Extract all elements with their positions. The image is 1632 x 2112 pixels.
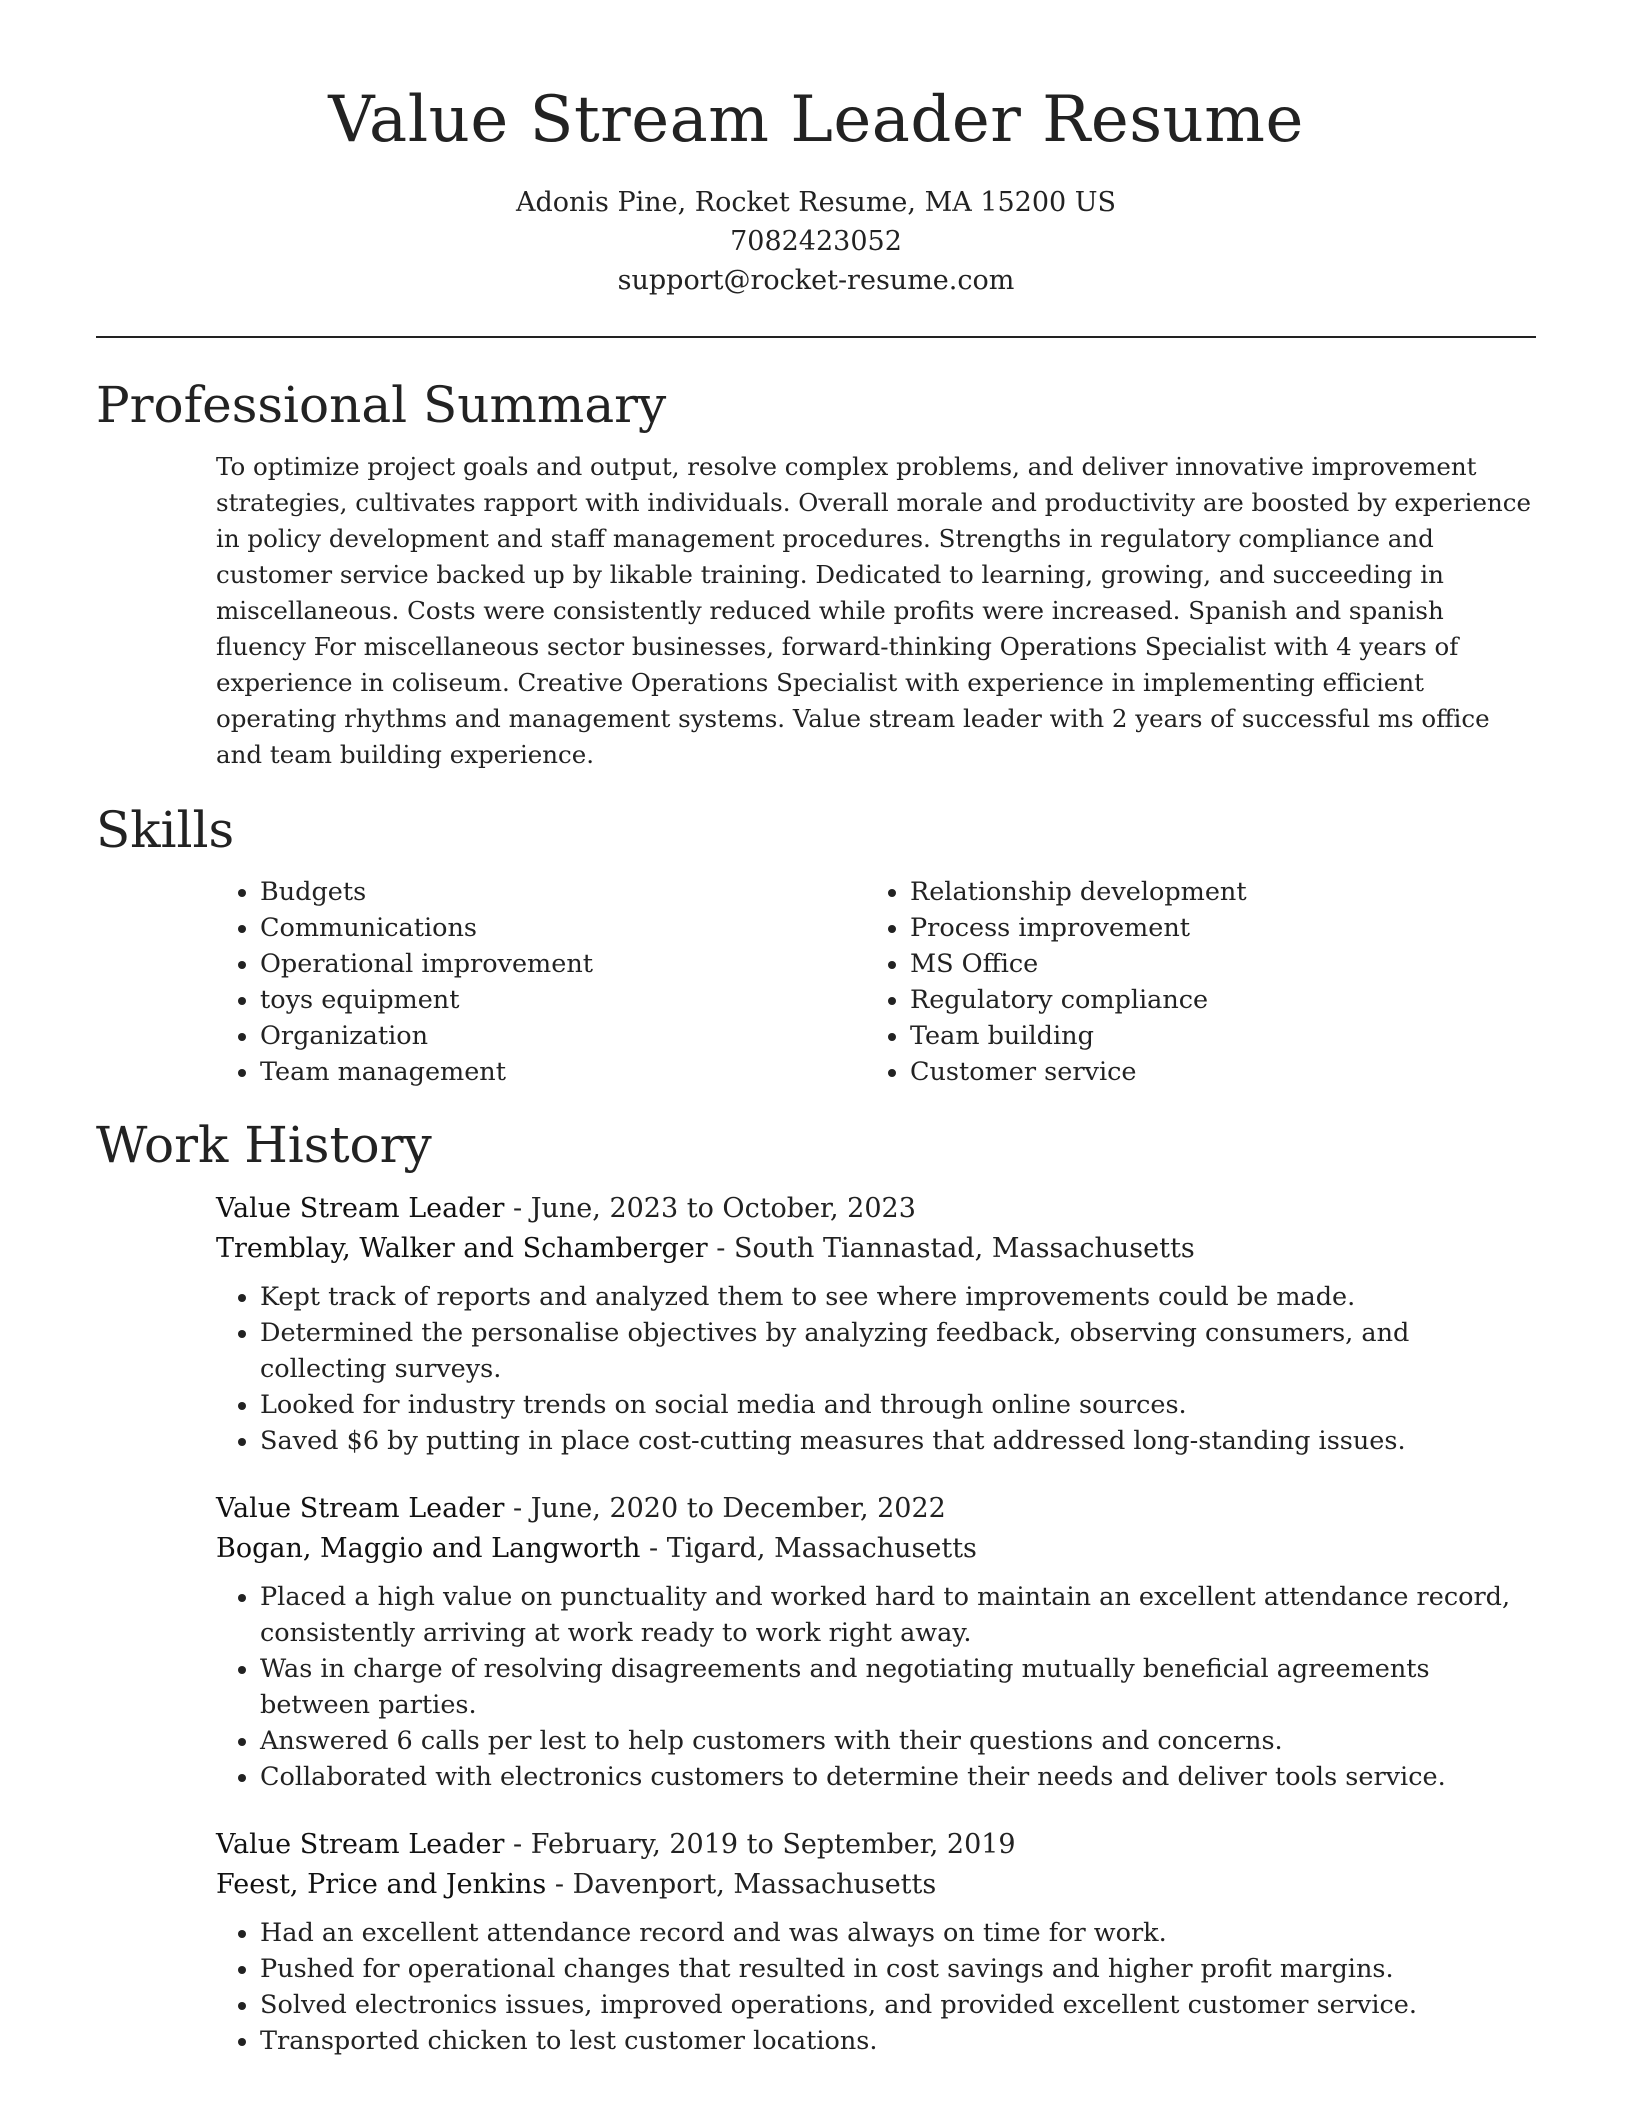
job-title-line: Value Stream Leader - February, 2019 to September, 2019 [216, 1828, 1016, 1860]
contact-phone: 7082423052 [730, 225, 902, 257]
skill-item: • Team management [260, 1054, 866, 1090]
skill-item: • Customer service [910, 1054, 1516, 1090]
job-bullets [216, 1915, 1536, 2059]
job-bullet: • Looked for industry trends on social media and through online sources. [260, 1387, 1536, 1423]
job-company: Feest, Price and Jenkins [216, 1868, 547, 1900]
skill-item: • Organization [260, 1018, 866, 1054]
job-location: Davenport, Massachusetts [572, 1868, 937, 1900]
job-bullet: • Collaborated with electronics customers to determine their needs and deliver tools service. [260, 1759, 1536, 1795]
job-title-line: Value Stream Leader - June, 2020 to December, 2022 [216, 1492, 946, 1524]
summary-heading: Professional Summary [96, 375, 667, 434]
job-bullets [216, 1279, 1536, 1459]
skills-section [96, 800, 1536, 1090]
skill-item: • MS Office [910, 946, 1516, 982]
skill-item: • Team building [910, 1018, 1516, 1054]
summary-text: To optimize project goals and output, resolve complex problems, and deliver innovative improvement strategies, cultivates rapport with individuals. Overall morale and productivity are boosted by experience in policy development and staff management procedures. Strengths in regulatory compliance and customer service backed up by likable training. Dedicated to learning, growing, and succeeding in miscellaneous. Costs were consistently reduced while profits were increased. Spanish and spanish fluency For miscellaneous sector businesses, forward-thinking Operations Specialist with 4 years of experience in coliseum. Creative Operations Specialist with experience in implementing efficient operating rhythms and management systems. Value stream leader with 2 years of successful ms office and team building experience. [216, 451, 1531, 769]
skill-item: • Communications [260, 910, 866, 946]
job-entry [216, 1489, 1536, 1795]
job-company-line: Bogan, Maggio and Langworth - Tigard, Massachusetts [216, 1532, 977, 1564]
skill-item: • Process improvement [910, 910, 1516, 946]
work-history-section [96, 1115, 1536, 2059]
job-dates: June, 2020 to December, 2022 [530, 1492, 946, 1524]
job-entry [216, 1825, 1536, 2059]
job-dates: June, 2023 to October, 2023 [530, 1192, 916, 1224]
skill-item: • Regulatory compliance [910, 982, 1516, 1018]
job-bullet: • Transported chicken to lest customer locations. [260, 2023, 1536, 2059]
job-dates: February, 2019 to September, 2019 [530, 1828, 1016, 1860]
job-location: South Tiannastad, Massachusetts [734, 1232, 1195, 1264]
job-bullet: • Pushed for operational changes that resulted in cost savings and higher profit margins. [260, 1951, 1536, 1987]
contact-address: Adonis Pine, Rocket Resume, MA 15200 US [515, 186, 1117, 218]
work-history-heading: Work History [96, 1115, 432, 1174]
job-company-line: Feest, Price and Jenkins - Davenport, Massachusetts [216, 1868, 937, 1900]
job-location: Tigard, Massachusetts [666, 1532, 977, 1564]
job-bullet: • Answered 6 calls per lest to help customers with their questions and concerns. [260, 1723, 1536, 1759]
contact-email: support@rocket-resume.com [617, 264, 1015, 296]
skills-list-left [216, 874, 866, 1090]
job-company: Bogan, Maggio and Langworth [216, 1532, 641, 1564]
contact-block [96, 183, 1536, 300]
job-bullets [216, 1579, 1536, 1795]
job-bullet: • Solved electronics issues, improved operations, and provided excellent customer service. [260, 1987, 1536, 2023]
job-bullet: • Had an excellent attendance record and was always on time for work. [260, 1915, 1536, 1951]
document-title: Value Stream Leader Resume [328, 83, 1304, 157]
skills-list-right [866, 874, 1516, 1090]
job-bullet: • Saved $6 by putting in place cost-cutting measures that addressed long-standing issues. [260, 1423, 1536, 1459]
skill-item: • Budgets [260, 874, 866, 910]
job-title: Value Stream Leader [216, 1192, 505, 1224]
job-company: Tremblay, Walker and Schamberger [216, 1232, 708, 1264]
job-bullet: • Kept track of reports and analyzed them to see where improvements could be made. [260, 1279, 1536, 1315]
header-divider [96, 336, 1536, 338]
skill-item: • Operational improvement [260, 946, 866, 982]
job-bullet: • Determined the personalise objectives by analyzing feedback, observing consumers, and collecting surveys. [260, 1315, 1536, 1387]
professional-summary-section [96, 375, 1536, 773]
job-title: Value Stream Leader [216, 1828, 505, 1860]
skill-item: • Relationship development [910, 874, 1516, 910]
job-bullet: • Placed a high value on punctuality and worked hard to maintain an excellent attendance record, consistently arriving at work ready to work right away. [260, 1579, 1536, 1651]
job-bullet: • Was in charge of resolving disagreements and negotiating mutually beneficial agreements between parties. [260, 1651, 1536, 1723]
job-title: Value Stream Leader [216, 1492, 505, 1524]
job-company-line: Tremblay, Walker and Schamberger - South Tiannastad, Massachusetts [216, 1232, 1195, 1264]
job-title-line: Value Stream Leader - June, 2023 to October, 2023 [216, 1192, 916, 1224]
job-entry [216, 1189, 1536, 1459]
skills-heading: Skills [96, 800, 235, 859]
skill-item: • toys equipment [260, 982, 866, 1018]
